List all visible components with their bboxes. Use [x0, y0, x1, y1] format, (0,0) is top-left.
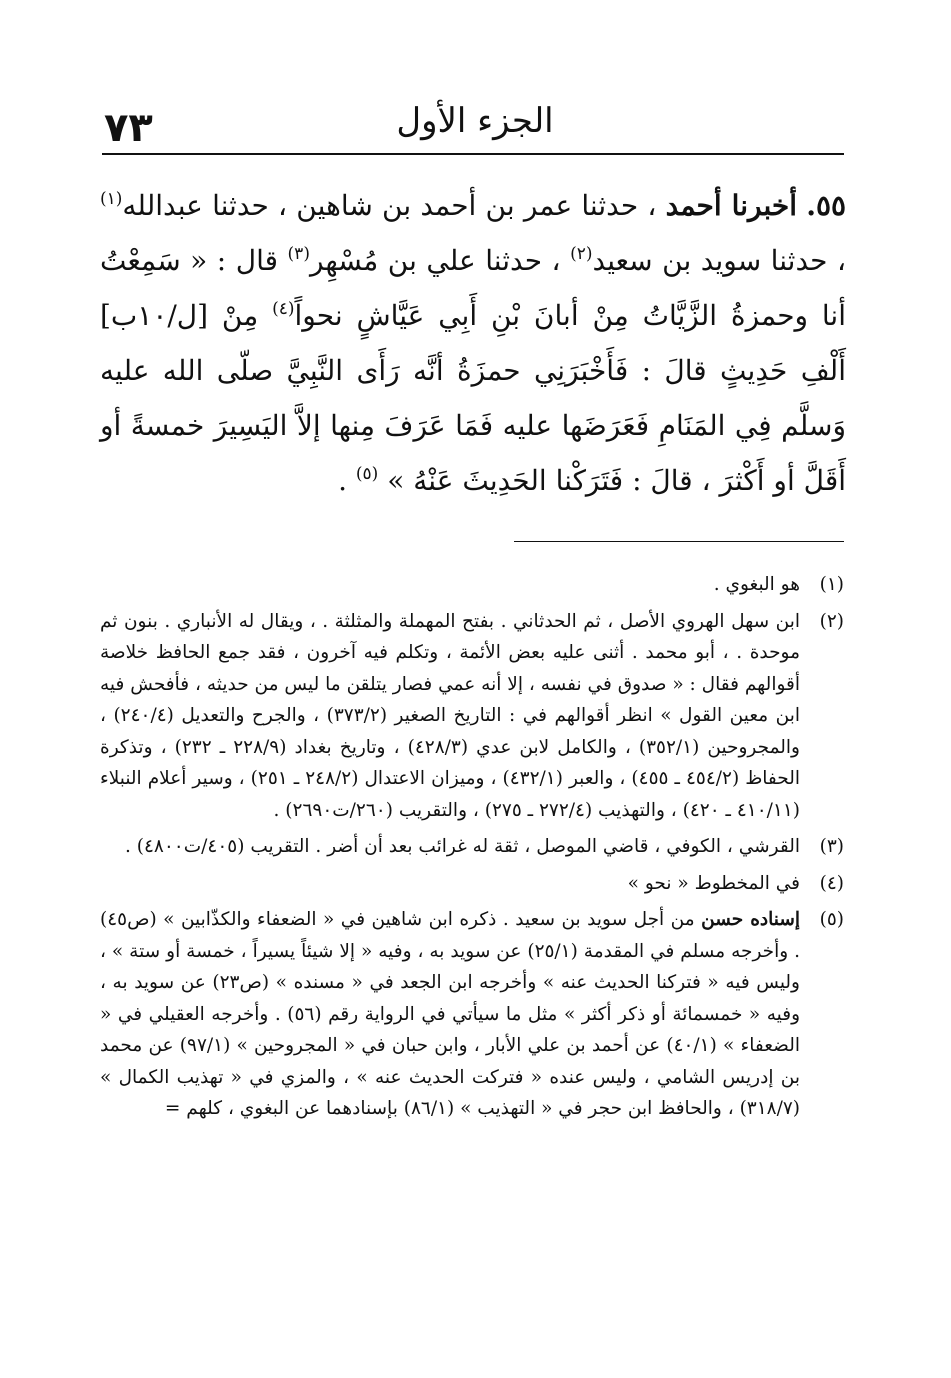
running-head: الجزء الأول — [396, 101, 554, 141]
footnote-1 — [100, 569, 844, 601]
footnote-mark: (٣) — [819, 836, 844, 857]
footnote-3 — [100, 831, 844, 863]
footnote-ref-1: (١) — [100, 189, 123, 209]
footnote-2 — [100, 606, 844, 827]
footnote-ref-3: (٣) — [287, 244, 310, 264]
footnote-ref-4: (٤) — [272, 299, 295, 319]
footnotes — [100, 569, 844, 1130]
footnote-text: هو البغوي . — [713, 574, 800, 595]
footnote-body: من أجل سويد بن سعيد . ذكره ابن شاهين في « الضعفاء والكذّابين » (ص٤٥) . وأخرجه مسلم في المقدمة (٢٥/١) عن سويد به ، وفيه « إلا شيئاً يسيراً ، خمسة أو ستة » ، وليس فيه « فتركنا الحديث عنه » وأخرجه ابن الجعد في « مسنده » (ص٢٣) عن سويد به ، وفيه « خمسمائة أو ذكر أكثر » مثل ما سيأتي في الرواية رقم (٥٦) . وأخرجه العقيلي في « الضعفاء » (٤٠/١) عن أحمد بن علي الأبار ، وابن حبان في « المجروحين » (٩٧/١) عن محمد بن إدريس الشامي ، وليس عنده « فتركت الحديث عنه » ، والمزي في « تهذيب الكمال » (٣١٨/٧) ، والحافظ ابن حجر في « التهذيب » (٨٦/١) بإسنادهما عن البغوي ، كلهم = — [100, 909, 801, 1119]
footnote-text: ابن سهل الهروي الأصل ، ثم الحدثاني . بفتح المهملة والمثلثة . ، ويقال له الأنباري . بنون ثم موحدة . ، أبو محمد . أثنى عليه بعض الأئمة ، وتكلم فيه آخرون ، فقد جمع الحافظ خلاصة أقوالهم فقال : « صدوق في نفسه ، إلا أنه عمي فصار يتلقن ما ليس من حديثه ، فأفحش فيه ابن معين القول » انظر أقوالهم في : التاريخ الصغير (٣٧٣/٢) ، والجرح والتعديل (٢٤٠/٤) ، والمجروحين (٣٥٢/١) ، والكامل لابن عدي (٤٢٨/٣) ، وتاريخ بغداد (٢٢٨/٩ ـ ٢٣٢) ، وتذكرة الحفاظ (٤٥٤/٢ ـ ٤٥٥) ، والعبر (٤٣٢/١) ، وميزان الاعتدال (٢٤٨/٢ ـ ٢٥١) ، وسير أعلام النبلاء (٤١٠/١١ ـ ٤٢٠) ، والتهذيب (٢٧٢/٤ ـ ٢٧٥) ، والتقريب (٢٦٠/ت٢٦٩٠) . — [100, 610, 801, 821]
hadith-text — [100, 178, 846, 508]
footnote-ref-5: (٥) — [355, 464, 379, 484]
hadith-number: ٥٥. — [806, 189, 847, 222]
page-number: ٧٣ — [104, 105, 153, 151]
hadith-lead: أخبرنا أحمد — [665, 189, 797, 222]
footnote-mark: (١) — [819, 574, 844, 595]
footnote-4 — [100, 868, 844, 900]
footnote-text: في المخطوط « نحو » — [627, 872, 800, 894]
footnote-mark: (٤) — [819, 872, 844, 894]
hadith-segment-1: ، حدثنا عمر بن أحمد بن شاهين ، حدثنا عبدالله — [122, 189, 657, 222]
hadith-segment-5: مِنْ [ل/١٠ب] أَلْفِ حَدِيثٍ قالَ : فَأَخْبَرَنِي حمزَةُ أنَّه رَأَى النَّبِيَّ صلّى الله عليه وَسلَّم فِي المَنَامِ فَعَرَضَها عليه فَمَا عَرَفَ مِنها إلاَّ اليَسِيرَ خمسةً أو أَقَلَّ أو أَكْثرَ ، قالَ : فَتَرَكْنا الحَدِيثَ عَنْهُ » — [100, 299, 846, 497]
hadith-segment-6: . — [338, 464, 347, 497]
footnote-5 — [100, 904, 844, 1125]
footnote-text: القرشي ، الكوفي ، قاضي الموصل ، ثقة له غرائب بعد أن أضر . التقريب (٤٠٥/ت٤٨٠٠) . — [125, 836, 800, 857]
hadith-segment-4: قال : « سَمِعْتُ أنا وحمزةُ الزَّيَّاتُ مِنْ أبانَ بْنِ أَبِي عَيَّاشٍ نحواً — [100, 244, 846, 332]
footnote-text — [100, 904, 800, 1125]
header-rule — [102, 153, 844, 155]
footnote-mark: (٥) — [819, 909, 844, 930]
hadith-segment-2: ، حدثنا سويد بن سعيد — [592, 244, 846, 277]
footnote-mark: (٢) — [819, 610, 844, 632]
footnote-ref-2: (٢) — [570, 244, 593, 264]
hadith-segment-3: ، حدثنا علي بن مُسْهِر — [309, 244, 561, 277]
hadith-paragraph — [100, 178, 846, 508]
footnote-lead: إسناده حسن — [701, 909, 801, 930]
footnote-separator — [514, 541, 844, 542]
